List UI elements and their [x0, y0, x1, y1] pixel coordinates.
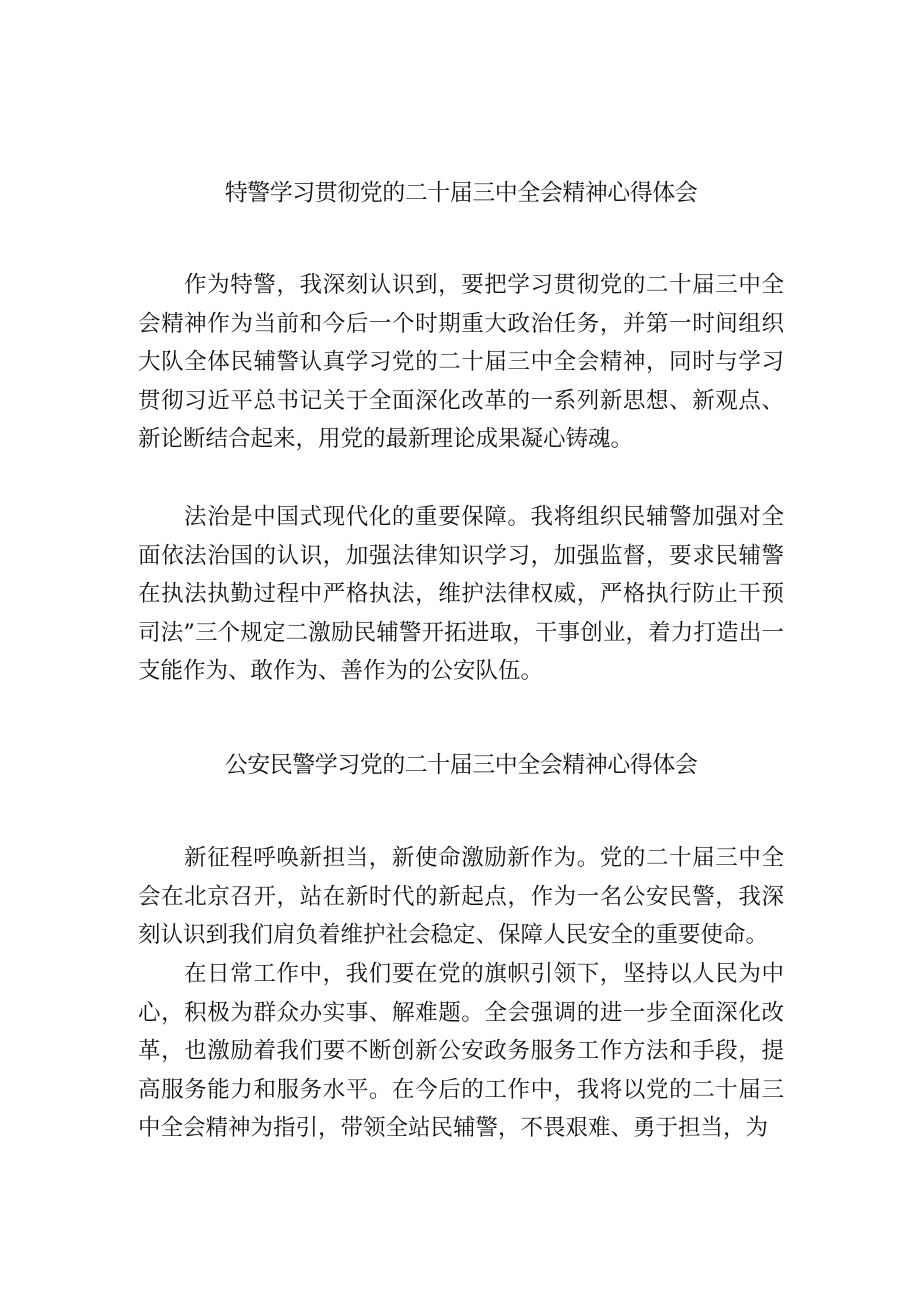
paragraph: 作为特警，我深刻认识到，要把学习贯彻党的二十届三中全会精神作为当前和今后一个时期重大政治任务，并第一时间组织大队全体民辅警认真学习党的二十届三中全会精神，同时与学习贯彻习近平总书记关于全面深化改革的一系列新思想、新观点、新论断结合起来，用党的最新理论成果凝心铸魂。 — [138, 272, 784, 453]
section-title-public-security-police: 公安民警学习党的二十届三中全会精神心得体会 — [224, 752, 698, 778]
paragraph: 在日常工作中，我们要在党的旗帜引领下，坚持以人民为中心，积极为群众办实事、解难题。全会强调的进一步全面深化改革，也激励着我们要不断创新公安政务服务工作方法和手段，提高服务能力和服务水平。在今后的工作中，我将以党的二十届三中全会精神为指引，带领全站民辅警，不畏艰难、勇于担当，为 — [138, 961, 784, 1142]
paragraph: 新征程呼唤新担当，新使命激励新作为。党的二十届三中全会在北京召开，站在新时代的新起点，作为一名公安民警，我深刻认识到我们肩负着维护社会稳定、保障人民安全的重要使命。 — [138, 845, 784, 949]
paragraph: 法治是中国式现代化的重要保障。我将组织民辅警加强对全面依法治国的认识，加强法律知识学习，加强监督，要求民辅警在执法执勤过程中严格执法，维护法律权威，严格执行防止干预司法”三个规定二激励民辅警开拓进取，干事创业，着力打造出一支能作为、敢作为、善作为的公安队伍。 — [138, 504, 784, 685]
section-title-special-police: 特警学习贯彻党的二十届三中全会精神心得体会 — [224, 180, 698, 206]
